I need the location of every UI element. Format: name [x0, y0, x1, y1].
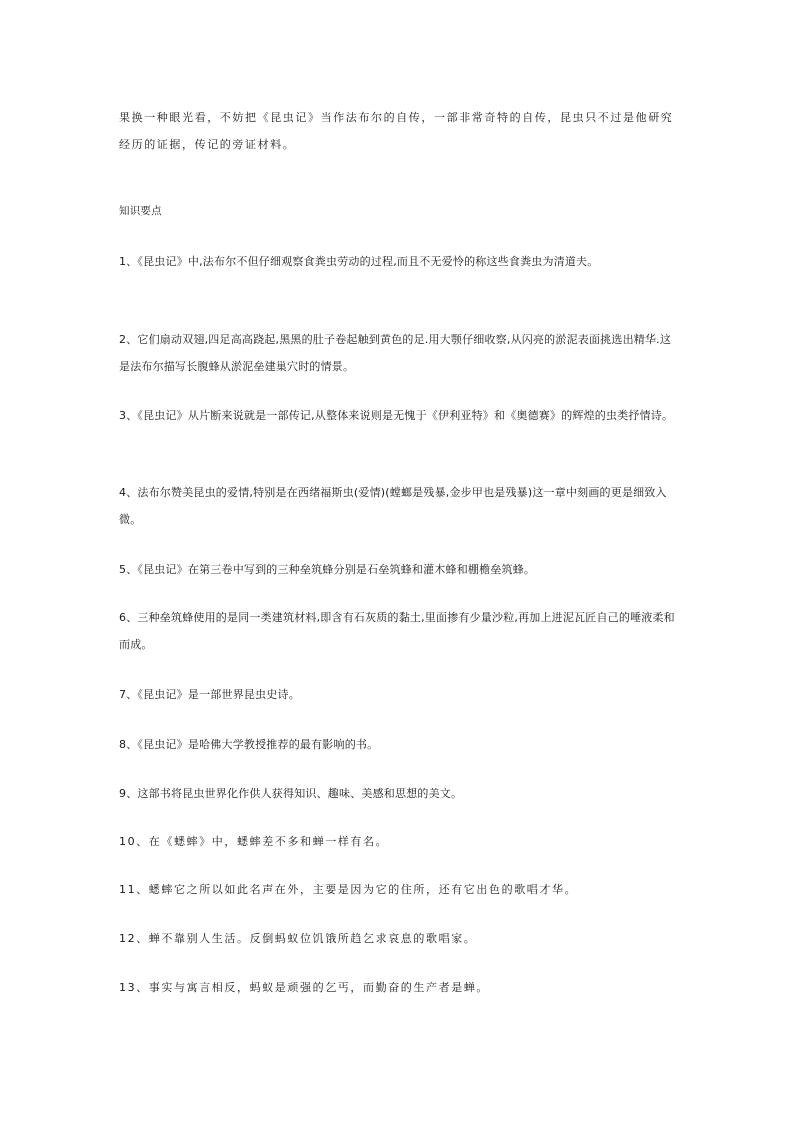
knowledge-point: 5、《昆虫记》在第三卷中写到的三种垒筑蜂分别是石垒筑蜂和灌木蜂和棚檐垒筑蜂。	[119, 563, 536, 576]
knowledge-point: 3、《昆虫记》从片断来说就是一部传记,从整体来说则是无愧于《伊利亚特》和《奥德赛》的辉煌的虫类抒情诗。	[119, 409, 674, 422]
knowledge-point: 1、《昆虫记》中,法布尔不但仔细观察食粪虫劳动的过程,而且不无爱怜的称这些食粪虫为清道夫。	[119, 255, 599, 268]
knowledge-point: 11、蟋蟀它之所以如此名声在外，主要是因为它的住所，还有它出色的歌唱才华。	[119, 883, 578, 896]
knowledge-point: 13、事实与寓言相反，蚂蚁是顽强的乞丐，而勤奋的生产者是蝉。	[119, 981, 489, 994]
knowledge-point: 4、法布尔赞美昆虫的爱情,特别是在西绪福斯虫(爱情)(螳螂是残暴,金步甲也是残暴)这一章中刻画的更是细致入微。	[119, 486, 667, 526]
knowledge-point: 10、在《蟋蟀》中，蟋蟀差不多和蝉一样有名。	[119, 835, 389, 848]
knowledge-point: 8、《昆虫记》是哈佛大学教授推荐的最有影响的书。	[119, 738, 379, 751]
knowledge-point: 7、《昆虫记》是一部世界昆虫史诗。	[119, 688, 300, 701]
knowledge-point: 12、蝉不靠别人生活。反倒蚂蚁位饥饿所趋乞求哀息的歌唱家。	[119, 932, 477, 945]
intro-paragraph: 果换一种眼光看，不妨把《昆虫记》当作法布尔的自传，一部非常奇特的自传，昆虫只不过是他研究经历的证据，传记的旁证材料。	[119, 111, 674, 151]
knowledge-point: 2、它们扇动双翅,四足高高跷起,黑黑的肚子卷起触到黄色的足.用大颚仔细收察,从闪亮的淤泥表面挑选出精华.这是法布尔描写长腹蜂从淤泥垒建巢穴时的情景。	[119, 333, 672, 373]
knowledge-point: 6、三种垒筑蜂使用的是同一类建筑材料,即含有石灰质的黏土,里面掺有少量沙粒,再加上进泥瓦匠自己的唾液柔和而成。	[119, 611, 675, 651]
knowledge-point: 9、这部书将昆虫世界化作供人获得知识、趣味、美感和思想的美文。	[119, 787, 463, 800]
section-title: 知识要点	[119, 205, 162, 217]
